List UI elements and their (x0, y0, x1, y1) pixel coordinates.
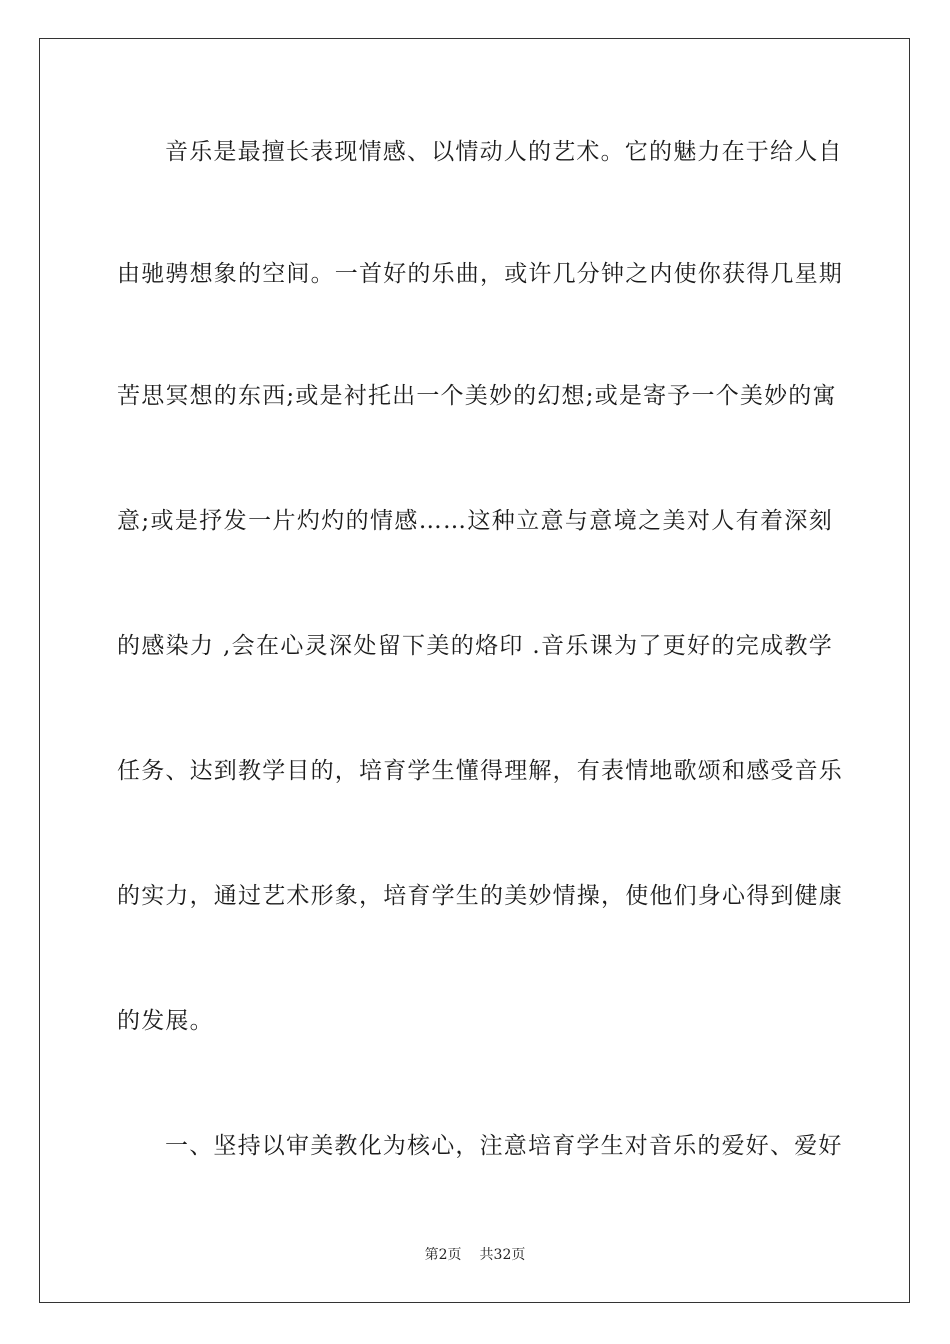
page-total: 共32页 (479, 1247, 526, 1263)
paragraph-line: 一、坚持以审美教化为核心，注意培育学生对音乐的爱好、爱好 (165, 1133, 843, 1159)
page-number: 第2页 (424, 1247, 462, 1263)
paragraph-line: 的实力，通过艺术形象，培育学生的美妙情操，使他们身心得到健康 (117, 883, 843, 909)
paragraph-line: 意;或是抒发一片灼灼的情感……这种立意与意境之美对人有着深刻 (117, 508, 833, 534)
paragraph-line: 的感染力 ,会在心灵深处留下美的烙印 .音乐课为了更好的完成教学 (117, 633, 833, 659)
paragraph-line: 任务、达到教学目的，培育学生懂得理解，有表情地歌颂和感受音乐 (117, 758, 843, 784)
paragraph-line: 由驰骋想象的空间。一首好的乐曲，或许几分钟之内使你获得几星期 (117, 261, 843, 287)
page-footer (0, 1246, 950, 1264)
page-border (39, 38, 910, 1303)
paragraph-line: 的发展。 (117, 1008, 214, 1034)
paragraph-line: 苦思冥想的东西;或是衬托出一个美妙的幻想;或是寄予一个美妙的寓 (117, 383, 837, 409)
paragraph-line: 音乐是最擅长表现情感、以情动人的艺术。它的魅力在于给人自 (165, 139, 843, 165)
